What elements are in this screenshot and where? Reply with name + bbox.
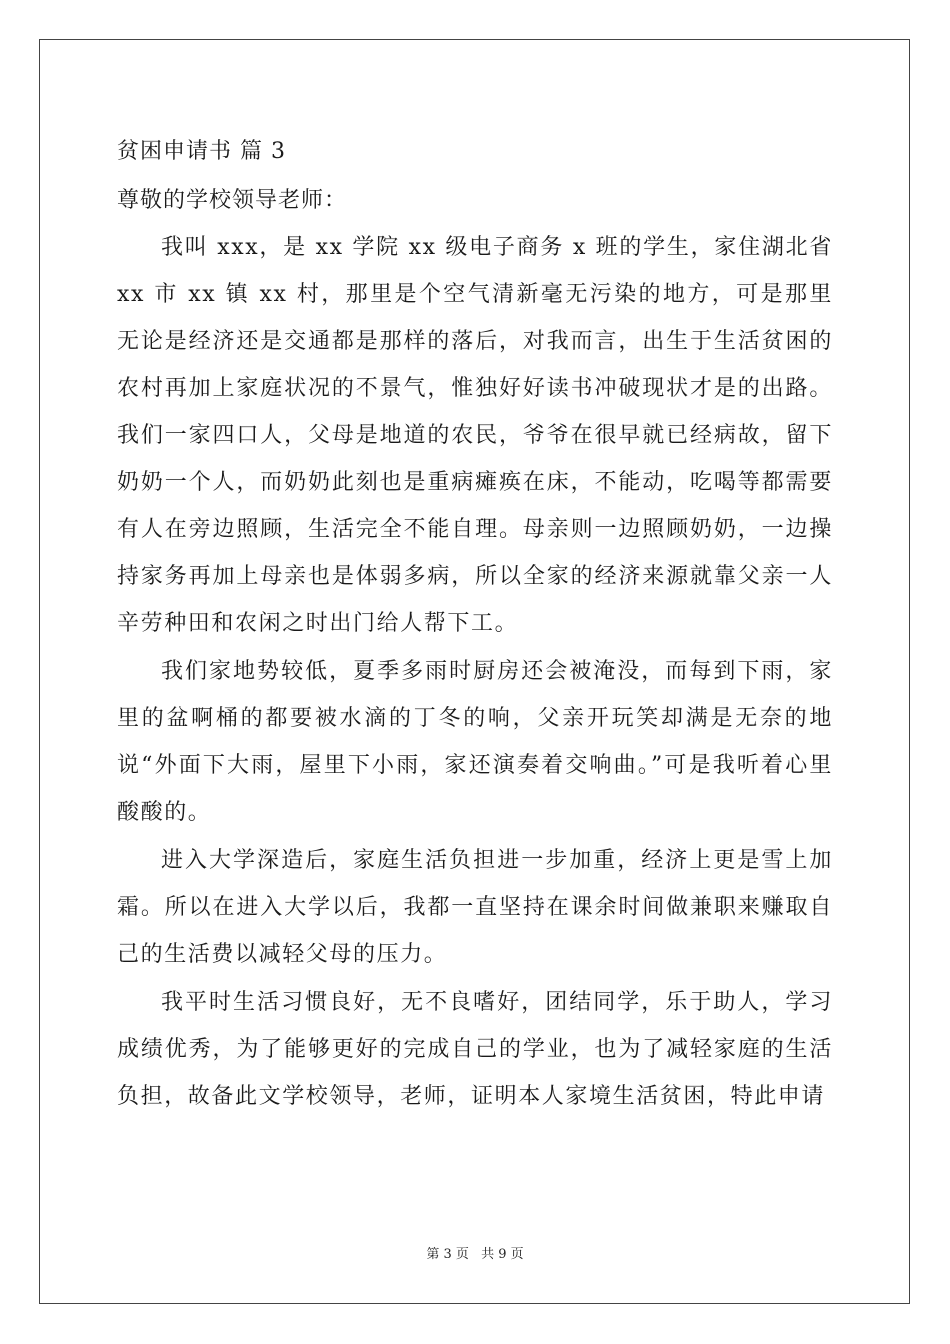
paragraph-4: 我平时生活习惯良好，无不良嗜好，团结同学，乐于助人，学习成绩优秀，为了能够更好的完成自己的学业，也为了减轻家庭的生活负担，故备此文学校领导，老师，证明本人家境生活贫困，特此申请 (117, 990, 833, 1109)
document-body (117, 128, 833, 1121)
paragraph-2: 我们家地势较低，夏季多雨时厨房还会被淹没，而每到下雨，家里的盆啊桶的都要被水滴的丁冬的响，父亲开玩笑却满是无奈的地说“外面下大雨，屋里下小雨，家还演奏着交响曲。”可是我听着心里酸酸的。 (117, 659, 833, 825)
paragraph-1: 我叫 xxx，是 xx 学院 xx 级电子商务 x 班的学生，家住湖北省 xx 市 xx 镇 xx 村，那里是个空气清新毫无污染的地方，可是那里无论是经济还是交通都是那样的落后，对我而言，出生于生活贫困的农村再加上家庭状况的不景气，惟独好好读书冲破现状才是的出路。我们一家四口人，父母是地道的农民，爷爷在很早就已经病故，留下奶奶一个人，而奶奶此刻也是重病瘫痪在床，不能动，吃喝等都需要有人在旁边照顾，生活完全不能自理。母亲则一边照顾奶奶，一边操持家务再加上母亲也是体弱多病，所以全家的经济来源就靠父亲一人辛劳种田和农闲之时出门给人帮下工。 (117, 235, 833, 636)
page-number: 第 3 页 (426, 1247, 469, 1262)
page-footer (0, 1243, 950, 1262)
page-total: 共 9 页 (481, 1247, 524, 1262)
paragraph-3: 进入大学深造后，家庭生活负担进一步加重，经济上更是雪上加霜。所以在进入大学以后，我都一直坚持在课余时间做兼职来赚取自己的生活费以减轻父母的压力。 (117, 848, 833, 967)
salutation: 尊敬的学校领导老师： (117, 188, 348, 213)
document-title: 贫困申请书 篇 3 (117, 139, 286, 164)
